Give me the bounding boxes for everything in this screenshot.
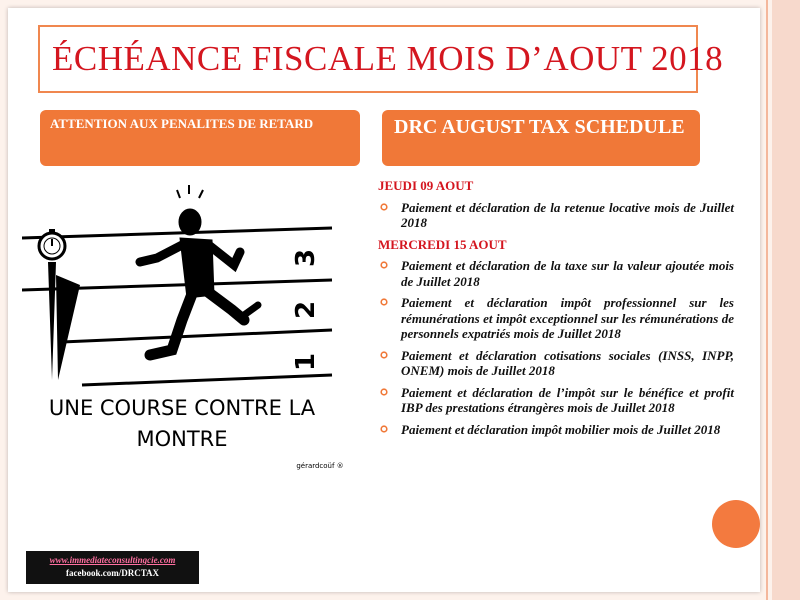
schedule-item-text: Paiement et déclaration impôt mobilier mois de Juillet 2018 [401,421,721,437]
decorative-side-stripe [772,0,800,600]
schedule-item-text: Paiement et déclaration de la retenue locative mois de Juillet 2018 [401,199,734,230]
schedule-item [378,295,734,342]
day-heading-0: JEUDI 09 AOUT [378,178,474,193]
schedule-header-label: DRC AUGUST TAX SCHEDULE [394,116,685,138]
page-title: ÉCHÉANCE FISCALE MOIS D’AOUT 2018 [52,39,724,78]
facebook-handle: facebook.com/DRCTAX [65,568,160,578]
credit-banner [26,551,199,584]
circle-bullet-icon [380,388,388,396]
circle-bullet-icon [380,261,388,269]
lane-number-2: 2 [291,300,321,320]
penalty-warning-label: ATTENTION AUX PENALITES DE RETARD [50,116,314,131]
website-link[interactable]: www.immediateconsultingcie.com [49,555,176,565]
schedule-item-text: Paiement et déclaration de la taxe sur la valeur ajoutée mois de Juillet 2018 [401,258,734,289]
schedule-item-text: Paiement et déclaration cotisations sociales (INSS, INPP, ONEM) mois de Juillet 2018 [401,347,734,378]
decorative-orange-circle [712,500,760,548]
circle-bullet-icon [380,425,388,433]
lane-line-3 [62,330,332,342]
lane-number-1: 1 [291,352,321,372]
schedule-item-text: Paiement et déclaration impôt professionnel sur les rémunérations et impôt exceptionnel sur les rémunérations de personnels expatriés mois de Juillet 2018 [401,295,734,341]
lane-line-top [22,228,332,238]
circle-bullet-icon [380,351,388,359]
penalty-warning-box [40,110,360,166]
tax-schedule [378,178,734,443]
title-frame [38,25,724,93]
illustration-signature: gérardcoüf ® [296,462,344,470]
lane-number-3: 3 [291,248,321,268]
decorative-side-line [766,0,768,600]
schedule-item-text: Paiement et déclaration de l’impôt sur le bénéfice et profit IBP des prestations étrangères mois de Juillet 2018 [401,384,734,415]
schedule-item [378,200,734,231]
race-against-clock-illustration [22,180,346,480]
illustration-caption-line2: MONTRE [136,427,228,451]
day-heading-1: MERCREDI 15 AOUT [378,236,507,252]
schedule-header-box [382,110,700,166]
schedule-item [378,422,734,438]
schedule-item [378,258,734,289]
circle-bullet-icon [380,203,388,211]
illustration-caption-line1: UNE COURSE CONTRE LA [48,396,316,420]
running-man-icon [140,185,258,355]
lane-line-bottom [82,375,332,385]
circle-bullet-icon [380,298,388,306]
stopwatch-icon [39,229,65,259]
clock-stand-icon [48,262,80,380]
schedule-item [378,385,734,416]
schedule-item [378,348,734,379]
